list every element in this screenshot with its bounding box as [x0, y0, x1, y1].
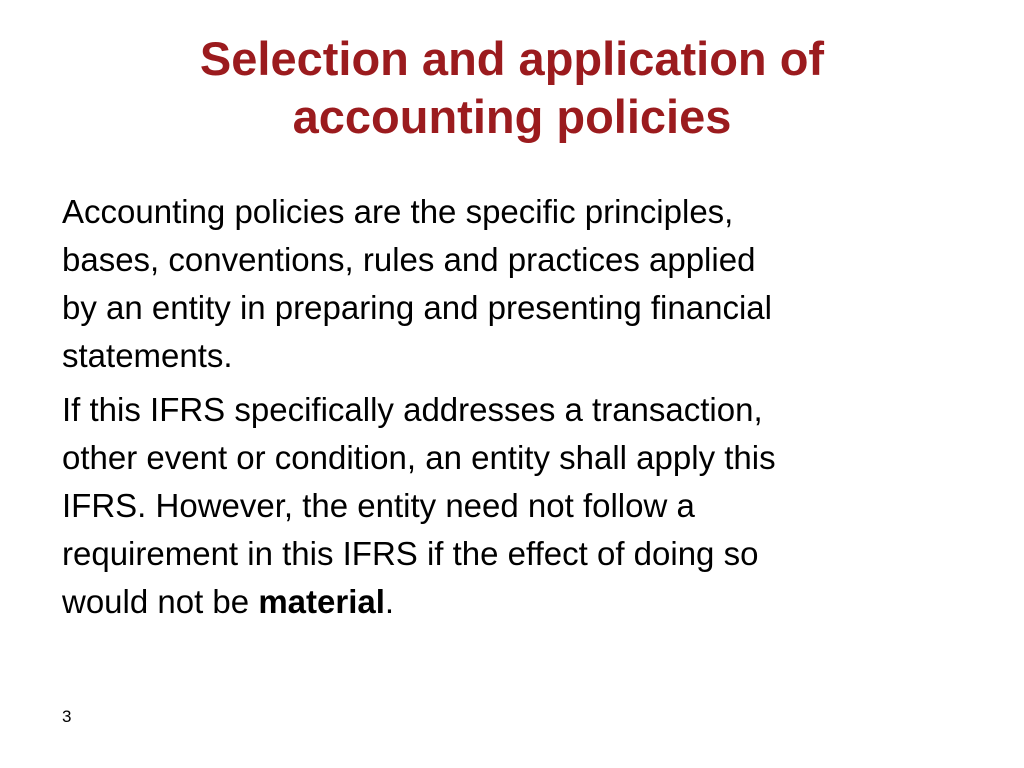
paragraph-ifrs-application	[62, 386, 982, 626]
paragraph-2-line-4: requirement in this IFRS if the effect of doing so	[62, 535, 759, 572]
paragraph-2-line-5-suffix: .	[384, 583, 395, 620]
title-line-1: Selection and application of	[199, 32, 825, 85]
slide-title	[60, 30, 964, 146]
paragraph-2-line-3: IFRS. However, the entity need not follow a	[62, 487, 695, 524]
page-number: 3	[62, 707, 72, 726]
paragraph-1-line-2: bases, conventions, rules and practices applied	[62, 241, 756, 278]
paragraph-2-line-5-prefix: would not be	[62, 583, 259, 620]
paragraph-accounting-policies-definition	[62, 188, 982, 380]
paragraph-2-line-5	[62, 578, 982, 626]
paragraph-1-line-3: by an entity in preparing and presenting financial	[62, 289, 772, 326]
slide-body	[62, 188, 982, 632]
paragraph-1-line-4: statements.	[62, 337, 233, 374]
paragraph-2-line-2: other event or condition, an entity shall apply this	[62, 439, 776, 476]
paragraph-1-line-1: Accounting policies are the specific principles,	[62, 193, 734, 230]
paragraph-2-line-1: If this IFRS specifically addresses a transaction,	[62, 391, 763, 428]
title-line-2: accounting policies	[292, 90, 732, 143]
material-emphasis: material	[258, 583, 385, 620]
